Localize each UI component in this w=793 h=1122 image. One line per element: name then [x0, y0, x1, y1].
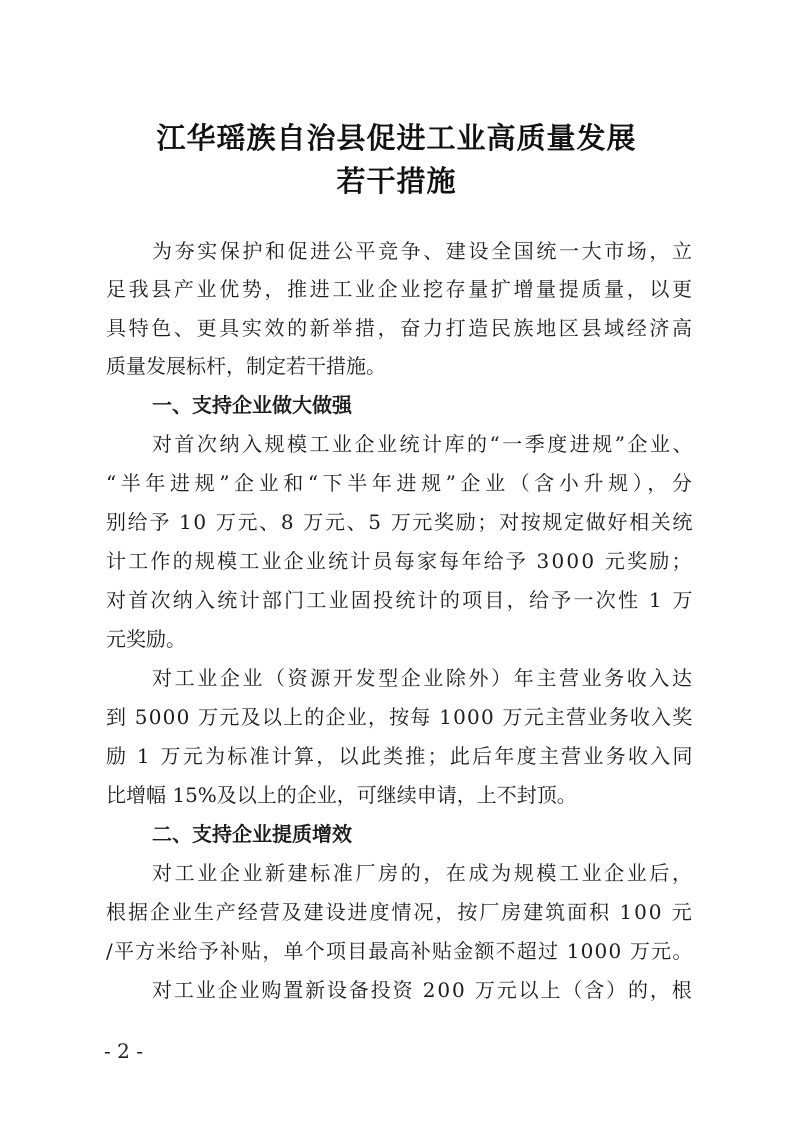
paragraph-line: 比增幅 15%及以上的企业，可继续申请，上不封顶。: [106, 783, 577, 807]
paragraph-line: 对工业企业（资源开发型企业除外）年主营业务收入达: [152, 666, 695, 690]
page-number: - 2 -: [104, 1039, 143, 1063]
document-title-line-2: 若干措施: [336, 164, 457, 198]
paragraph-line: 元奖励。: [106, 627, 186, 651]
document-title-line-1: 江华瑶族自治县促进工业高质量发展: [156, 121, 637, 155]
paragraph-line: /平方米给予补贴，单个项目最高补贴金额不超过 1000 万元。: [106, 939, 694, 963]
section-heading-1: 一、支持企业做大做强: [152, 393, 352, 417]
paragraph-line: “半年进规”企业和“下半年进规”企业（含小升规），分: [106, 471, 697, 495]
paragraph-line: 根据企业生产经营及建设进度情况，按厂房建筑面积 100 元: [106, 900, 694, 924]
paragraph-line: 对首次纳入统计部门工业固投统计的项目，给予一次性 1 万: [106, 588, 695, 612]
paragraph-line: 对首次纳入规模工业企业统计库的“一季度进规”企业、: [152, 432, 695, 456]
paragraph-line: 足我县产业优势，推进工业企业挖存量扩增量提质量，以更: [106, 277, 695, 301]
paragraph-line: 励 1 万元为标准计算，以此类推；此后年度主营业务收入同: [106, 744, 695, 768]
paragraph-line: 对工业企业新建标准厂房的，在成为规模工业企业后，: [152, 861, 695, 885]
paragraph-line: 计工作的规模工业企业统计员每家每年给予 3000 元奖励；: [106, 549, 694, 573]
paragraph-line: 具特色、更具实效的新举措，奋力打造民族地区县域经济高: [106, 316, 695, 340]
paragraph-line: 质量发展标杆，制定若干措施。: [106, 354, 386, 378]
paragraph-line: 别给予 10 万元、8 万元、5 万元奖励；对按规定做好相关统: [106, 510, 695, 534]
section-heading-2: 二、支持企业提质增效: [152, 822, 352, 846]
paragraph-line: 为夯实保护和促进公平竞争、建设全国统一大市场，立: [152, 239, 695, 263]
paragraph-line: 对工业企业购置新设备投资 200 万元以上（含）的，根: [152, 978, 694, 1002]
paragraph-line: 到 5000 万元及以上的企业，按每 1000 万元主营业务收入奖: [106, 705, 694, 729]
